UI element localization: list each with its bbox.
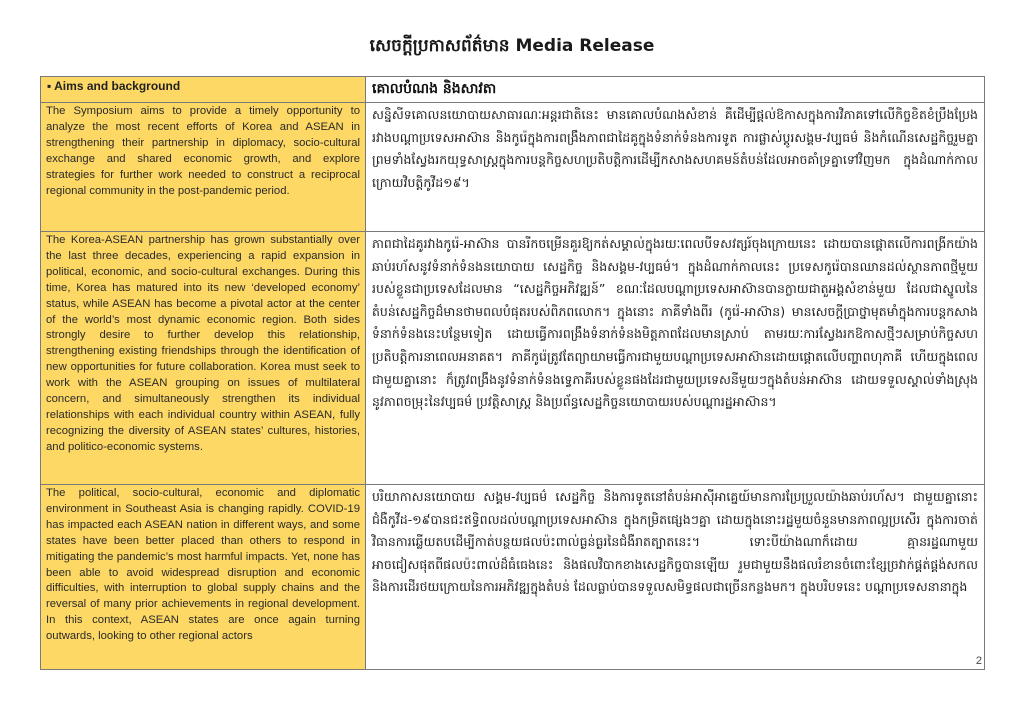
english-paragraph [41, 232, 366, 485]
header-khmer: គោលបំណង និងសាវតា [366, 77, 985, 103]
page-number: 2 [975, 655, 982, 667]
khmer-paragraph: សន្និសីទគោលនយោបាយសាធារណៈអន្តរជាតិនេះ មានគោលបំណងសំខាន់ គឺដើម្បីផ្តល់ឱកាសក្នុងការវិភាគទៅលើកិច្ចខិតខំប្រឹងប្រែងរវាងបណ្តាប្រទេសអាស៊ាន និងកូរ៉េក្នុងការពង្រឹងភាពជាដៃគូក្នុងទំនាក់ទំនងការទូត ការផ្លាស់ប្តូរសង្គម-វប្បធម៌ និងកំណើនសេដ្ឋកិច្ចរួមគ្នា ព្រមទាំងស្វែងរកយុទ្ធសាស្ត្រក្នុងការបន្តកិច្ចសហប្រតិបត្តិការដើម្បីកសាងសហគមន៍តំបន់ដែលអាចគាំទ្រគ្នាទៅវិញមក ក្នុងដំណាក់កាលក្រោយវិបត្តិកូវីដ១៩។ [366, 103, 985, 232]
header-english: ▪ Aims and background [41, 77, 366, 103]
page-title: សេចក្តីប្រកាសព័ត៌មាន Media Release [369, 36, 655, 56]
table-header-row [41, 77, 985, 103]
table-row [41, 485, 985, 670]
english-paragraph [41, 485, 366, 670]
english-text: The Korea-ASEAN partnership has grown substantially over the last three decades, experiencing a rapid expansion in political, economic, and socio-cultural exchanges. During this time, Korea has matured into its new ‘developed economy’ status, while ASEAN has become a pivotal actor at the center of the world’s most dynamic economic region. Both sides strongly desire to further develop this relationship, strengthening existing friendships through the identification of new opportunities for future collaboration. Korea must seek to work with the ASEAN grouping on issues of multilateral concern, and simultaneously strengthen its individual relationships with each individual country within ASEAN, fully recognizing the diversity of ASEAN states’ cultures, histories, and politico-economic systems. [46, 234, 360, 453]
khmer-paragraph: បរិយាកាសនយោបាយ សង្គម-វប្បធម៌ សេដ្ឋកិច្ច និងការទូតនៅតំបន់អាស៊ីអាគ្នេយ៍មានការប្រែប្រួលយ៉ាងឆាប់រហ័ស។ ជាមួយគ្នានោះ ជំងឺកូវីដ-១៩បានជះឥទ្ធិពលដល់បណ្តាប្រទេសអាស៊ាន ក្នុងកម្រិតផ្សេងៗគ្នា ដោយក្នុងនោះរដ្ឋមួយចំនួនមានភាពល្អប្រសើរ ក្នុងការចាត់វិធានការឆ្លើយតបដើម្បីកាត់បន្ថយផលប៉ះពាល់ធ្ងន់ធ្ងរនៃជំងឺរាតត្បាតនេះ។ ទោះបីយ៉ាងណាក៏ដោយ គ្មានរដ្ឋណាមួយអាចជៀសផុតពីផលប៉ះពាល់ដ៏ធំធេងនេះ និងផលវិបាកខាងសេដ្ឋកិច្ចបានឡើយ រួមជាមួយនឹងផលរំខានចំពោះខ្សែច្រវាក់ផ្គត់ផ្គង់សកល និងការដើរថយក្រោយនៃការអភិវឌ្ឍក្នុងតំបន់ ដែលធ្លាប់បានទទួលសមិទ្ធផលជាច្រើនកន្លងមក។ ក្នុងបរិបទនេះ បណ្តាប្រទេសនានាក្នុង [366, 485, 985, 670]
aims-background-table [40, 76, 985, 670]
table-row [41, 103, 985, 232]
english-text: The Symposium aims to provide a timely opportunity to analyze the most recent efforts of Korea and ASEAN in strengthening their partnership in diplomacy, socio-cultural exchange and shared economic growth, and explore strategies for further work needed to construct a reciprocal regional community in the post-pandemic period. [46, 105, 360, 197]
khmer-paragraph: ភាពជាដៃគូរវាងកូរ៉េ-អាស៊ាន បានរីកចម្រើនគួរឱ្យកត់សម្គាល់ក្នុងរយៈពេលបីទសវត្សរ៍ចុងក្រោយនេះ ដោយបានផ្តោតលើការពង្រីកយ៉ាងឆាប់រហ័សនូវទំនាក់ទំនងនយោបាយ សេដ្ឋកិច្ច និងសង្គម-វប្បធម៌។ ក្នុងដំណាក់កាលនេះ ប្រទេសកូរ៉េបានឈានដល់ស្ថានភាពថ្មីមួយរបស់ខ្លួនជាប្រទេសដែលមាន “សេដ្ឋកិច្ចអភិវឌ្ឍន៍” ខណៈដែលបណ្តាប្រទេសអាស៊ានបានក្លាយជាតួអង្គសំខាន់មួយ ដែលជាស្នូលនៃតំបន់សេដ្ឋកិច្ចដ៏មានថាមពលបំផុតរបស់ពិភពលោក។ ក្នុងនោះ ភាគីទាំងពីរ (កូរ៉េ-អាស៊ាន) មានសេចក្តីប្រាថ្នាមុតមាំក្នុងការបន្តកសាងទំនាក់ទំនងនេះបន្ថែមទៀត ដោយធ្វើការពង្រឹងទំនាក់ទំនងមិត្តភាពដែលមានស្រាប់ តាមរយៈការស្វែងរកឱកាសថ្មីៗសម្រាប់កិច្ចសហប្រតិបត្តិការនាពេលអនាគត។ ភាគីកូរ៉េត្រូវតែព្យាយាមធ្វើការជាមួយបណ្តាប្រទេសអាស៊ានដោយផ្តោតលើបញ្ហាពហុភាគី ហើយក្នុងពេលជាមួយគ្នានោះ ក៏ត្រូវពង្រឹងនូវទំនាក់ទំនងទ្វេភាគីរបស់ខ្លួនផងដែរជាមួយប្រទេសនីមួយៗក្នុងតំបន់អាស៊ាន ដោយទទួលស្គាល់ទាំងស្រុងនូវភាពចម្រុះនៃវប្បធម៌ ប្រវត្តិសាស្ត្រ និងប្រព័ន្ធសេដ្ឋកិច្ចនយោបាយរបស់បណ្តារដ្ឋអាស៊ាន។ [366, 232, 985, 485]
table-row [41, 232, 985, 485]
english-text: The political, socio-cultural, economic and diplomatic environment in Southeast Asia is changing rapidly. COVID-19 has impacted each ASEAN nation in different ways, and some states have been better placed than others to respond in mitigating the pandemic’s most harmful impacts. Yet, none has been able to avoid widespread disruption and economic difficulties, with interruption to global supply chains and the reversal of many prior achievements in regional development. In this context, ASEAN states are once again turning outwards, looking to other regional actors [46, 487, 360, 643]
english-paragraph [41, 103, 366, 232]
